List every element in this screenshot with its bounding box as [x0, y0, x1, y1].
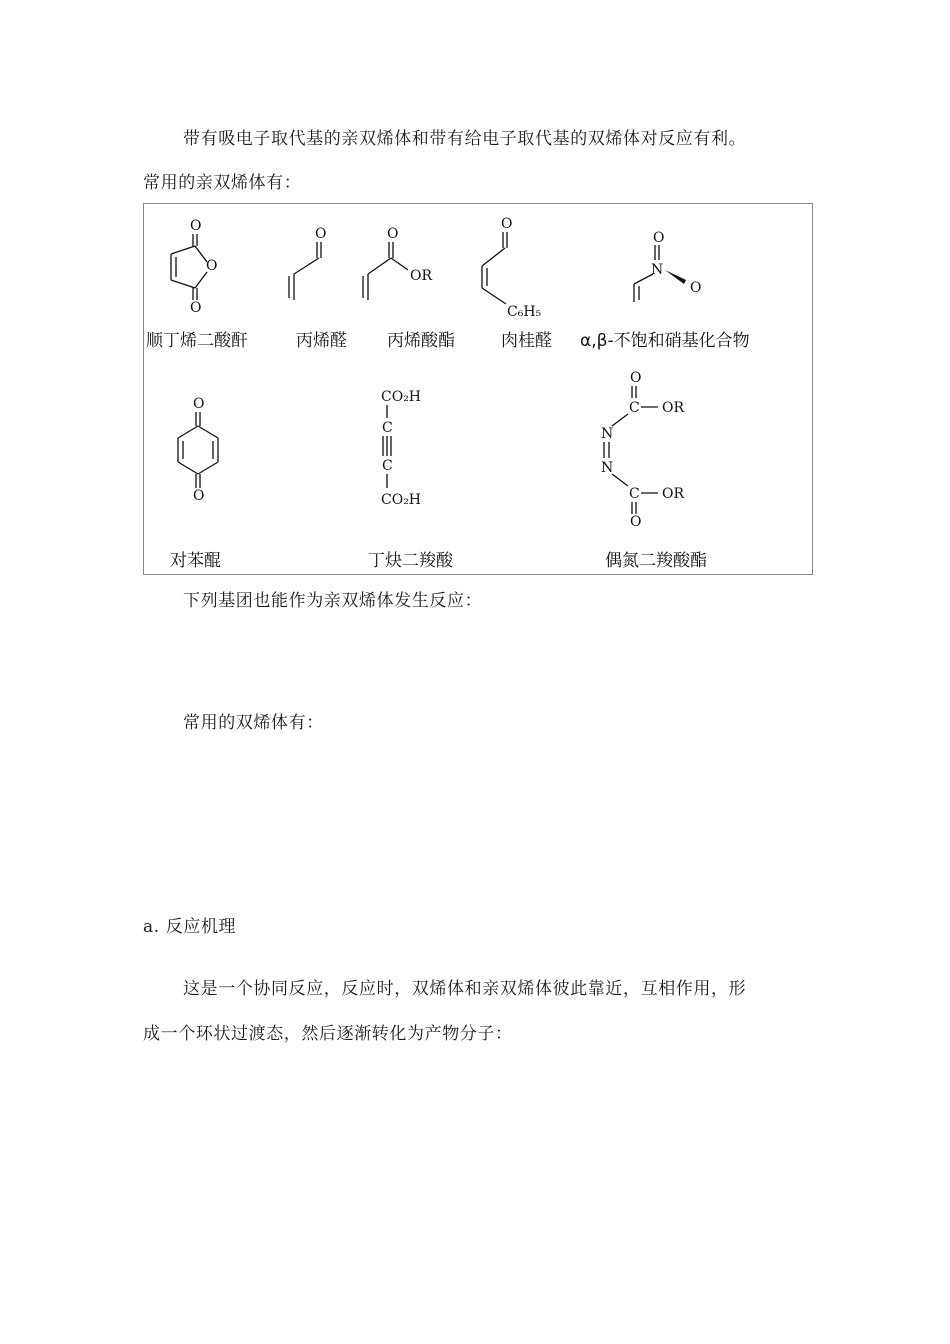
- dienophile-structures: [144, 204, 812, 574]
- caption-nitroalkene: α,β-不饱和硝基化合物: [580, 331, 750, 351]
- atom-label: OR: [662, 486, 685, 502]
- atom-label: O: [190, 300, 202, 316]
- atom-label: O: [630, 514, 642, 530]
- atom-label: O: [193, 396, 205, 412]
- atom-label: OR: [410, 268, 433, 284]
- azodicarboxylate-structure: [601, 370, 684, 530]
- atom-label: O: [387, 226, 399, 242]
- paragraph-1-line-1: 带有吸电子取代基的亲双烯体和带有给电子取代基的双烯体对反应有利。: [183, 129, 747, 149]
- atom-label: O: [193, 488, 205, 504]
- acrolein-structure: [289, 226, 326, 300]
- atom-label: N: [651, 262, 664, 278]
- acetylenedicarboxylic-acid-structure: [381, 389, 421, 508]
- cinnamaldehyde-structure: [482, 216, 542, 320]
- nitroalkene-structure: [634, 230, 701, 302]
- dienophile-figure: [143, 203, 813, 575]
- atom-label: O: [206, 258, 218, 274]
- atom-label: N: [601, 460, 614, 476]
- atom-label: CO₂H: [381, 492, 422, 508]
- caption-maleic-anhydride: 顺丁烯二酸酐: [146, 331, 248, 351]
- caption-acetylenedicarboxylic-acid: 丁炔二羧酸: [368, 551, 453, 571]
- atom-label: OR: [662, 400, 685, 416]
- paragraph-4-line-2: 成一个环状过渡态，然后逐渐转化为产物分子：: [143, 1024, 513, 1044]
- atom-label: C: [629, 486, 640, 502]
- acrylate-structure: [363, 226, 432, 300]
- paragraph-4-line-1: 这是一个协同反应，反应时，双烯体和亲双烯体彼此靠近，互相作用，形: [183, 979, 747, 999]
- caption-acrolein: 丙烯醛: [296, 331, 347, 351]
- atom-label: O: [190, 218, 202, 234]
- atom-label: O: [315, 226, 327, 242]
- atom-label: O: [501, 216, 513, 232]
- atom-label: C: [382, 458, 393, 474]
- caption-benzoquinone: 对苯醌: [170, 551, 221, 571]
- atom-label: O: [653, 230, 665, 246]
- atom-label: C: [382, 420, 393, 436]
- caption-acrylate: 丙烯酸酯: [387, 331, 455, 351]
- atom-label: N: [601, 426, 614, 442]
- atom-label: C: [629, 400, 640, 416]
- atom-label: CO₂H: [381, 389, 422, 405]
- caption-azodicarboxylate: 偶氮二羧酸酯: [605, 551, 707, 571]
- atom-label: O: [630, 370, 642, 386]
- caption-cinnamaldehyde: 肉桂醛: [501, 331, 552, 351]
- atom-label: O: [690, 280, 702, 296]
- atom-label: C₆H₅: [507, 304, 542, 320]
- paragraph-3: 常用的双烯体有：: [183, 713, 324, 733]
- paragraph-1-line-2: 常用的亲双烯体有：: [143, 173, 302, 193]
- paragraph-2: 下列基团也能作为亲双烯体发生反应：: [183, 591, 483, 611]
- benzoquinone-structure: [178, 396, 218, 504]
- maleic-anhydride-structure: [171, 218, 217, 316]
- section-heading: a. 反应机理: [143, 917, 237, 937]
